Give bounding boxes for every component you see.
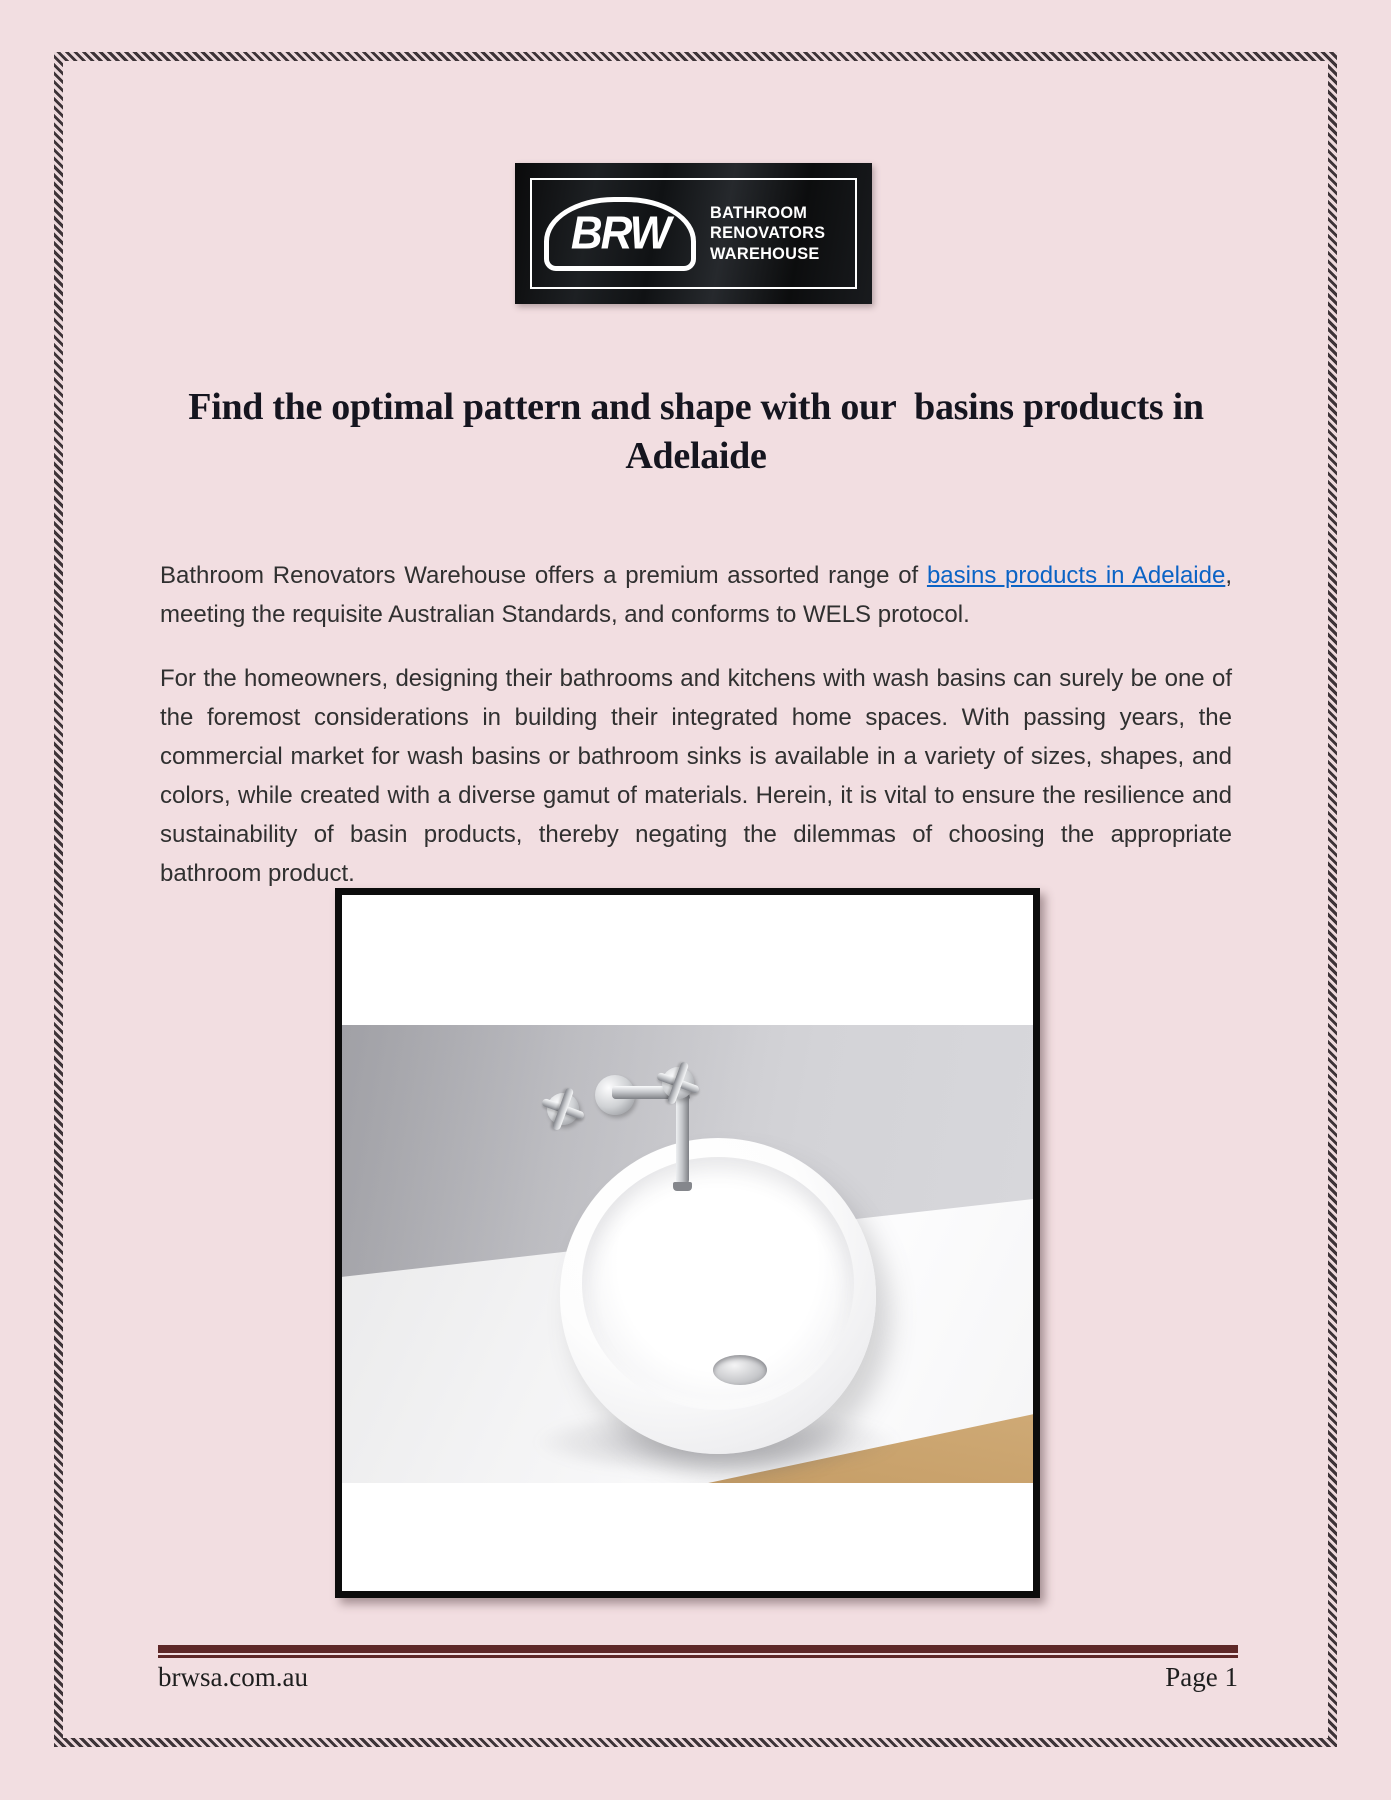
page-title <box>160 383 1232 482</box>
logo-name-line: RENOVATORS <box>710 223 826 243</box>
brw-logo <box>515 163 872 304</box>
brw-logo-inner-frame <box>530 178 857 289</box>
footer-website: brwsa.com.au <box>158 1662 308 1692</box>
brw-company-name <box>710 203 825 263</box>
basin-drain <box>713 1355 767 1385</box>
brw-brand-text: BRW <box>570 207 670 259</box>
footer-divider <box>158 1645 1238 1658</box>
faucet-spout-outlet <box>673 1182 692 1191</box>
paragraph-1-tail: , meeting the requisite Australian Standards, and conforms to WELS protocol. <box>160 562 1232 628</box>
basin-product-image <box>335 888 1040 1598</box>
brw-emblem-icon <box>544 197 696 271</box>
basin-photo <box>342 1025 1033 1483</box>
paragraph-1 <box>160 556 1232 634</box>
basin-bowl <box>582 1157 854 1410</box>
logo-name-line: WAREHOUSE <box>710 243 820 263</box>
page-title-line2: Adelaide <box>625 435 767 478</box>
logo-name-line: BATHROOM <box>710 203 808 223</box>
footer <box>158 1662 1238 1693</box>
faucet-handle-left <box>535 1081 591 1137</box>
vessel-basin <box>560 1138 876 1454</box>
footer-page-number: Page 1 <box>1165 1662 1238 1692</box>
paragraph-1-lead: Bathroom Renovators Warehouse offers a premium assorted range of <box>160 562 927 589</box>
faucet-handle-right <box>650 1055 706 1111</box>
paragraph-2: For the homeowners, designing their bathrooms and kitchens with wash basins can surely be one of the foremost considerations in building their integrated home spaces. With passing years, the commercial market for wash basins or bathroom sinks is available in a variety of sizes, shapes, and colors, while created with a diverse gamut of materials. Herein, it is vital to ensure the resilience and sustainability of basin products, thereby negating the dilemmas of choosing the appropriate bathroom product. <box>160 665 1232 887</box>
basins-products-link[interactable]: basins products in Adelaide <box>926 562 1226 589</box>
body-text <box>160 556 1232 918</box>
page-title-line1: Find the optimal pattern and shape with our basins products in <box>188 386 1204 428</box>
